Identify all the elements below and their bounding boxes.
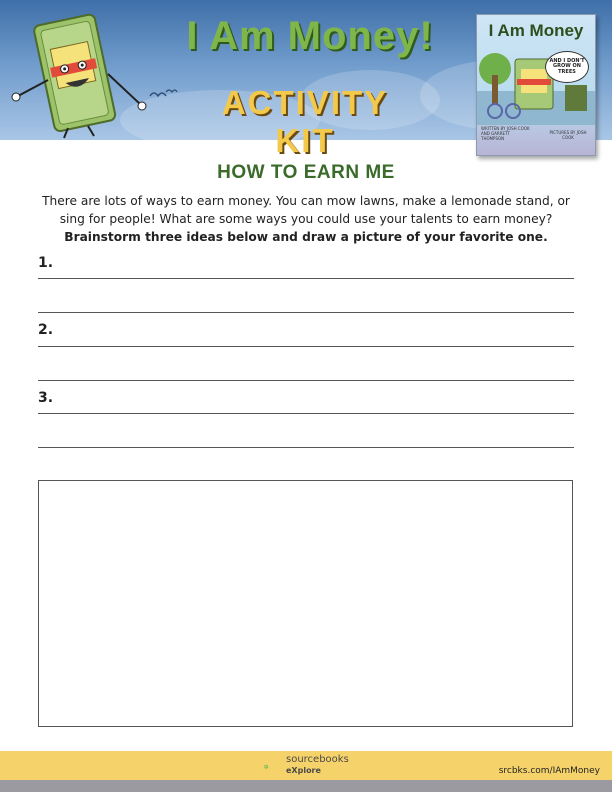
idea-number-2: 2.	[38, 322, 54, 338]
brand-imprint: eXplore	[286, 766, 321, 775]
idea-1-line-2[interactable]	[38, 312, 574, 313]
footer-url[interactable]: srcbks.com/IAmMoney	[498, 766, 600, 776]
intro-paragraph: There are lots of ways to earn money. You can mow lawns, make a lemonade stand, or sing for people! What are some ways you could use your talents to earn money?	[42, 194, 570, 226]
book-credit-pictures: PICTURES BY JOSH COOK	[549, 130, 587, 140]
drawing-box[interactable]	[38, 480, 573, 727]
sourcebooks-logo-icon	[264, 756, 284, 778]
idea-number-1: 1.	[38, 255, 54, 271]
instruction-text: Brainstorm three ideas below and draw a picture of your favorite one.	[64, 230, 548, 244]
idea-3-line-2[interactable]	[38, 447, 574, 448]
section-title: HOW TO EARN ME	[217, 162, 395, 183]
book-cover	[476, 14, 596, 156]
book-credit-written: WRITTEN BY JOSH COOK AND GARRETT THOMPSON	[481, 126, 530, 141]
idea-number-3: 3.	[38, 390, 54, 406]
kit-subtitle: ACTIVITY KIT	[221, 84, 389, 159]
book-speech-bubble: AND I DON'T GROW ON TREES	[545, 51, 589, 83]
book-title: I Am Money	[488, 21, 584, 40]
idea-2-line-1[interactable]	[38, 346, 574, 347]
birds-icon	[148, 86, 178, 102]
idea-2-line-2[interactable]	[38, 380, 574, 381]
kit-title: I Am Money!	[186, 14, 434, 58]
money-mascot-icon	[4, 4, 154, 140]
idea-3-line-1[interactable]	[38, 413, 574, 414]
brand-name: sourcebooks	[286, 754, 349, 765]
intro-text	[30, 192, 582, 246]
footer-strip	[0, 780, 612, 792]
idea-1-line-1[interactable]	[38, 278, 574, 279]
